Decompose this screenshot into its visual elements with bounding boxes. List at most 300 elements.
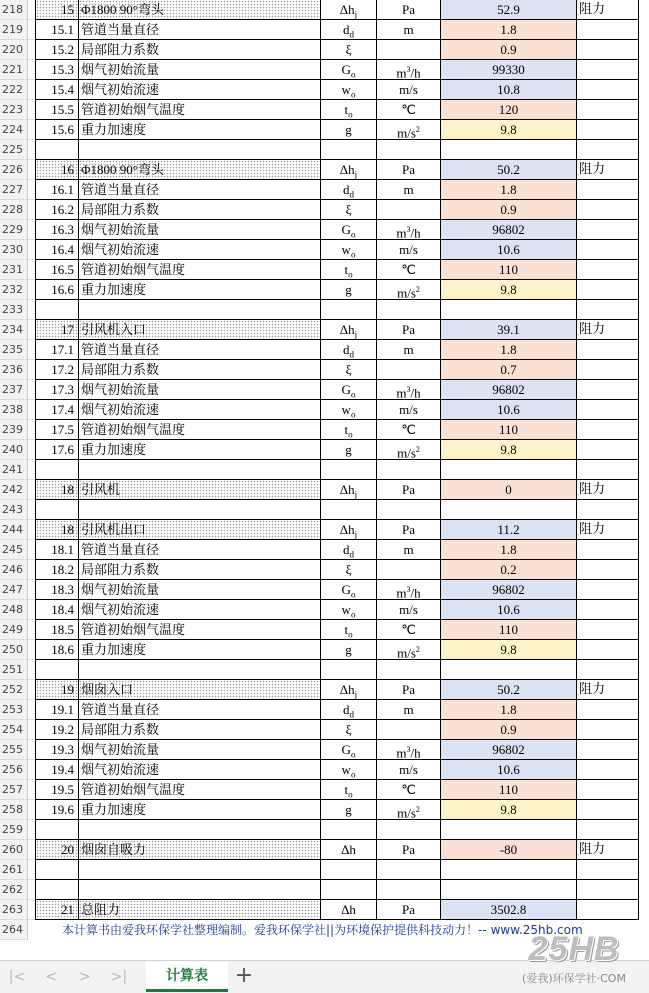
symbol-cell[interactable] xyxy=(321,800,377,820)
unit-cell[interactable] xyxy=(377,180,441,200)
unit-cell[interactable] xyxy=(377,420,441,440)
item-number-cell[interactable] xyxy=(35,200,79,220)
item-name-cell[interactable] xyxy=(79,780,321,800)
unit-cell[interactable] xyxy=(377,740,441,760)
value-cell[interactable] xyxy=(441,780,577,800)
remark-cell[interactable] xyxy=(577,560,639,580)
value-cell[interactable] xyxy=(441,380,577,400)
item-name-cell[interactable] xyxy=(79,160,321,180)
unit-cell[interactable] xyxy=(377,320,441,340)
item-number-cell[interactable] xyxy=(35,60,79,80)
symbol-cell[interactable] xyxy=(321,720,377,740)
unit-cell[interactable] xyxy=(377,640,441,660)
add-sheet-icon[interactable]: + xyxy=(234,963,254,988)
symbol-cell[interactable] xyxy=(321,760,377,780)
unit-cell[interactable] xyxy=(377,620,441,640)
symbol-cell[interactable] xyxy=(321,260,377,280)
value-cell[interactable] xyxy=(441,520,577,540)
row-number[interactable] xyxy=(0,280,28,300)
row-number[interactable] xyxy=(0,60,28,80)
unit-cell[interactable] xyxy=(377,360,441,380)
unit-cell[interactable] xyxy=(377,300,441,320)
item-number-cell[interactable] xyxy=(35,520,79,540)
symbol-cell[interactable] xyxy=(321,480,377,500)
remark-cell[interactable] xyxy=(577,380,639,400)
value-cell[interactable] xyxy=(441,860,577,880)
value-cell[interactable] xyxy=(441,620,577,640)
unit-cell[interactable] xyxy=(377,80,441,100)
unit-cell[interactable] xyxy=(377,440,441,460)
value-cell[interactable] xyxy=(441,140,577,160)
row-number[interactable] xyxy=(0,860,28,880)
unit-cell[interactable] xyxy=(377,680,441,700)
item-number-cell[interactable] xyxy=(35,400,79,420)
item-name-cell[interactable] xyxy=(79,640,321,660)
value-cell[interactable] xyxy=(441,360,577,380)
row-number[interactable] xyxy=(0,200,28,220)
item-number-cell[interactable] xyxy=(35,900,79,920)
remark-cell[interactable] xyxy=(577,860,639,880)
row-number[interactable] xyxy=(0,680,28,700)
symbol-cell[interactable] xyxy=(321,280,377,300)
item-name-cell[interactable] xyxy=(79,240,321,260)
item-name-cell[interactable] xyxy=(79,740,321,760)
symbol-cell[interactable] xyxy=(321,560,377,580)
item-number-cell[interactable] xyxy=(35,300,79,320)
symbol-cell[interactable] xyxy=(321,440,377,460)
remark-cell[interactable] xyxy=(577,460,639,480)
symbol-cell[interactable] xyxy=(321,580,377,600)
symbol-cell[interactable] xyxy=(321,300,377,320)
item-name-cell[interactable] xyxy=(79,820,321,840)
symbol-cell[interactable] xyxy=(321,240,377,260)
symbol-cell[interactable] xyxy=(321,120,377,140)
unit-cell[interactable] xyxy=(377,820,441,840)
item-number-cell[interactable] xyxy=(35,440,79,460)
symbol-cell[interactable] xyxy=(321,460,377,480)
item-name-cell[interactable] xyxy=(79,500,321,520)
row-number[interactable] xyxy=(0,780,28,800)
item-number-cell[interactable] xyxy=(35,800,79,820)
value-cell[interactable] xyxy=(441,200,577,220)
unit-cell[interactable] xyxy=(377,580,441,600)
remark-cell[interactable] xyxy=(577,660,639,680)
unit-cell[interactable] xyxy=(377,200,441,220)
remark-cell[interactable] xyxy=(577,160,639,180)
value-cell[interactable] xyxy=(441,280,577,300)
item-name-cell[interactable] xyxy=(79,720,321,740)
remark-cell[interactable] xyxy=(577,0,639,20)
item-number-cell[interactable] xyxy=(35,320,79,340)
item-number-cell[interactable] xyxy=(35,260,79,280)
symbol-cell[interactable] xyxy=(321,660,377,680)
row-number[interactable] xyxy=(0,300,28,320)
unit-cell[interactable] xyxy=(377,260,441,280)
value-cell[interactable] xyxy=(441,560,577,580)
row-number[interactable] xyxy=(0,360,28,380)
remark-cell[interactable] xyxy=(577,260,639,280)
unit-cell[interactable] xyxy=(377,220,441,240)
symbol-cell[interactable] xyxy=(321,900,377,920)
remark-cell[interactable] xyxy=(577,800,639,820)
symbol-cell[interactable] xyxy=(321,680,377,700)
remark-cell[interactable] xyxy=(577,140,639,160)
unit-cell[interactable] xyxy=(377,660,441,680)
value-cell[interactable] xyxy=(441,740,577,760)
symbol-cell[interactable] xyxy=(321,400,377,420)
symbol-cell[interactable] xyxy=(321,600,377,620)
remark-cell[interactable] xyxy=(577,480,639,500)
item-name-cell[interactable] xyxy=(79,880,321,900)
item-number-cell[interactable] xyxy=(35,0,79,20)
unit-cell[interactable] xyxy=(377,800,441,820)
prev-sheet-icon[interactable]: < xyxy=(45,969,57,985)
remark-cell[interactable] xyxy=(577,340,639,360)
item-number-cell[interactable] xyxy=(35,780,79,800)
row-number[interactable] xyxy=(0,260,28,280)
item-name-cell[interactable] xyxy=(79,480,321,500)
symbol-cell[interactable] xyxy=(321,380,377,400)
value-cell[interactable] xyxy=(441,500,577,520)
value-cell[interactable] xyxy=(441,700,577,720)
unit-cell[interactable] xyxy=(377,20,441,40)
unit-cell[interactable] xyxy=(377,880,441,900)
symbol-cell[interactable] xyxy=(321,320,377,340)
symbol-cell[interactable] xyxy=(321,780,377,800)
item-number-cell[interactable] xyxy=(35,540,79,560)
item-number-cell[interactable] xyxy=(35,500,79,520)
next-sheet-icon[interactable]: > xyxy=(79,969,91,985)
unit-cell[interactable] xyxy=(377,340,441,360)
row-number[interactable] xyxy=(0,440,28,460)
row-number[interactable] xyxy=(0,460,28,480)
row-number[interactable] xyxy=(0,120,28,140)
unit-cell[interactable] xyxy=(377,100,441,120)
unit-cell[interactable] xyxy=(377,160,441,180)
item-number-cell[interactable] xyxy=(35,360,79,380)
remark-cell[interactable] xyxy=(577,600,639,620)
remark-cell[interactable] xyxy=(577,540,639,560)
unit-cell[interactable] xyxy=(377,120,441,140)
item-name-cell[interactable] xyxy=(79,100,321,120)
item-name-cell[interactable] xyxy=(79,60,321,80)
item-name-cell[interactable] xyxy=(79,300,321,320)
unit-cell[interactable] xyxy=(377,140,441,160)
symbol-cell[interactable] xyxy=(321,500,377,520)
symbol-cell[interactable] xyxy=(321,180,377,200)
value-cell[interactable] xyxy=(441,480,577,500)
last-sheet-icon[interactable]: >| xyxy=(110,969,128,985)
item-number-cell[interactable] xyxy=(35,80,79,100)
value-cell[interactable] xyxy=(441,540,577,560)
item-number-cell[interactable] xyxy=(35,120,79,140)
row-number[interactable] xyxy=(0,540,28,560)
unit-cell[interactable] xyxy=(377,840,441,860)
symbol-cell[interactable] xyxy=(321,620,377,640)
item-number-cell[interactable] xyxy=(35,760,79,780)
value-cell[interactable] xyxy=(441,20,577,40)
item-number-cell[interactable] xyxy=(35,420,79,440)
remark-cell[interactable] xyxy=(577,740,639,760)
symbol-cell[interactable] xyxy=(321,520,377,540)
item-number-cell[interactable] xyxy=(35,580,79,600)
value-cell[interactable] xyxy=(441,340,577,360)
item-name-cell[interactable] xyxy=(79,260,321,280)
value-cell[interactable] xyxy=(441,40,577,60)
value-cell[interactable] xyxy=(441,600,577,620)
item-name-cell[interactable] xyxy=(79,340,321,360)
item-number-cell[interactable] xyxy=(35,340,79,360)
item-name-cell[interactable] xyxy=(79,700,321,720)
remark-cell[interactable] xyxy=(577,880,639,900)
item-number-cell[interactable] xyxy=(35,880,79,900)
value-cell[interactable] xyxy=(441,840,577,860)
unit-cell[interactable] xyxy=(377,720,441,740)
remark-cell[interactable] xyxy=(577,80,639,100)
value-cell[interactable] xyxy=(441,180,577,200)
value-cell[interactable] xyxy=(441,800,577,820)
item-name-cell[interactable] xyxy=(79,620,321,640)
item-number-cell[interactable] xyxy=(35,180,79,200)
value-cell[interactable] xyxy=(441,300,577,320)
row-number[interactable] xyxy=(0,580,28,600)
sheet-tab-active[interactable]: 计算表 xyxy=(146,961,228,992)
first-sheet-icon[interactable]: |< xyxy=(8,969,26,985)
row-number[interactable] xyxy=(0,600,28,620)
item-number-cell[interactable] xyxy=(35,220,79,240)
unit-cell[interactable] xyxy=(377,60,441,80)
remark-cell[interactable] xyxy=(577,620,639,640)
remark-cell[interactable] xyxy=(577,20,639,40)
remark-cell[interactable] xyxy=(577,280,639,300)
symbol-cell[interactable] xyxy=(321,420,377,440)
item-number-cell[interactable] xyxy=(35,820,79,840)
item-name-cell[interactable] xyxy=(79,800,321,820)
value-cell[interactable] xyxy=(441,460,577,480)
item-name-cell[interactable] xyxy=(79,420,321,440)
item-name-cell[interactable] xyxy=(79,220,321,240)
unit-cell[interactable] xyxy=(377,380,441,400)
item-number-cell[interactable] xyxy=(35,160,79,180)
row-number[interactable] xyxy=(0,820,28,840)
symbol-cell[interactable] xyxy=(321,200,377,220)
row-number[interactable] xyxy=(0,40,28,60)
symbol-cell[interactable] xyxy=(321,360,377,380)
row-number[interactable] xyxy=(0,320,28,340)
symbol-cell[interactable] xyxy=(321,80,377,100)
row-number[interactable] xyxy=(0,800,28,820)
row-number[interactable] xyxy=(0,140,28,160)
row-number[interactable] xyxy=(0,880,28,900)
item-name-cell[interactable] xyxy=(79,760,321,780)
item-number-cell[interactable] xyxy=(35,740,79,760)
row-number[interactable] xyxy=(0,180,28,200)
item-number-cell[interactable] xyxy=(35,380,79,400)
value-cell[interactable] xyxy=(441,60,577,80)
item-number-cell[interactable] xyxy=(35,20,79,40)
item-number-cell[interactable] xyxy=(35,660,79,680)
unit-cell[interactable] xyxy=(377,240,441,260)
item-name-cell[interactable] xyxy=(79,580,321,600)
symbol-cell[interactable] xyxy=(321,160,377,180)
row-number[interactable] xyxy=(0,660,28,680)
row-number[interactable] xyxy=(0,620,28,640)
unit-cell[interactable] xyxy=(377,460,441,480)
item-number-cell[interactable] xyxy=(35,600,79,620)
item-name-cell[interactable] xyxy=(79,680,321,700)
item-number-cell[interactable] xyxy=(35,100,79,120)
item-name-cell[interactable] xyxy=(79,20,321,40)
unit-cell[interactable] xyxy=(377,600,441,620)
item-number-cell[interactable] xyxy=(35,680,79,700)
remark-cell[interactable] xyxy=(577,180,639,200)
row-number[interactable] xyxy=(0,640,28,660)
remark-cell[interactable] xyxy=(577,240,639,260)
remark-cell[interactable] xyxy=(577,60,639,80)
value-cell[interactable] xyxy=(441,900,577,920)
item-number-cell[interactable] xyxy=(35,720,79,740)
remark-cell[interactable] xyxy=(577,580,639,600)
value-cell[interactable] xyxy=(441,760,577,780)
row-number[interactable] xyxy=(0,340,28,360)
symbol-cell[interactable] xyxy=(321,860,377,880)
unit-cell[interactable] xyxy=(377,0,441,20)
value-cell[interactable] xyxy=(441,100,577,120)
value-cell[interactable] xyxy=(441,240,577,260)
remark-cell[interactable] xyxy=(577,220,639,240)
item-name-cell[interactable] xyxy=(79,400,321,420)
item-name-cell[interactable] xyxy=(79,80,321,100)
remark-cell[interactable] xyxy=(577,360,639,380)
symbol-cell[interactable] xyxy=(321,140,377,160)
value-cell[interactable] xyxy=(441,80,577,100)
symbol-cell[interactable] xyxy=(321,0,377,20)
item-number-cell[interactable] xyxy=(35,240,79,260)
remark-cell[interactable] xyxy=(577,680,639,700)
value-cell[interactable] xyxy=(441,640,577,660)
unit-cell[interactable] xyxy=(377,540,441,560)
row-number[interactable] xyxy=(0,720,28,740)
row-number[interactable] xyxy=(0,740,28,760)
remark-cell[interactable] xyxy=(577,40,639,60)
value-cell[interactable] xyxy=(441,0,577,20)
remark-cell[interactable] xyxy=(577,200,639,220)
remark-cell[interactable] xyxy=(577,900,639,920)
item-name-cell[interactable] xyxy=(79,560,321,580)
remark-cell[interactable] xyxy=(577,400,639,420)
item-name-cell[interactable] xyxy=(79,200,321,220)
unit-cell[interactable] xyxy=(377,280,441,300)
item-number-cell[interactable] xyxy=(35,620,79,640)
value-cell[interactable] xyxy=(441,580,577,600)
row-number[interactable] xyxy=(0,760,28,780)
item-number-cell[interactable] xyxy=(35,40,79,60)
unit-cell[interactable] xyxy=(377,760,441,780)
row-number[interactable] xyxy=(0,0,28,20)
row-number[interactable] xyxy=(0,500,28,520)
symbol-cell[interactable] xyxy=(321,700,377,720)
item-name-cell[interactable] xyxy=(79,0,321,20)
remark-cell[interactable] xyxy=(577,320,639,340)
unit-cell[interactable] xyxy=(377,480,441,500)
value-cell[interactable] xyxy=(441,820,577,840)
item-name-cell[interactable] xyxy=(79,860,321,880)
item-number-cell[interactable] xyxy=(35,480,79,500)
symbol-cell[interactable] xyxy=(321,880,377,900)
row-number[interactable] xyxy=(0,80,28,100)
row-number[interactable] xyxy=(0,220,28,240)
item-number-cell[interactable] xyxy=(35,640,79,660)
item-name-cell[interactable] xyxy=(79,520,321,540)
remark-cell[interactable] xyxy=(577,820,639,840)
remark-cell[interactable] xyxy=(577,720,639,740)
row-number[interactable] xyxy=(0,520,28,540)
row-number[interactable] xyxy=(0,900,28,920)
value-cell[interactable] xyxy=(441,680,577,700)
row-number[interactable] xyxy=(0,100,28,120)
symbol-cell[interactable] xyxy=(321,40,377,60)
item-number-cell[interactable] xyxy=(35,700,79,720)
remark-cell[interactable] xyxy=(577,640,639,660)
unit-cell[interactable] xyxy=(377,520,441,540)
item-name-cell[interactable] xyxy=(79,280,321,300)
symbol-cell[interactable] xyxy=(321,100,377,120)
unit-cell[interactable] xyxy=(377,860,441,880)
item-name-cell[interactable] xyxy=(79,320,321,340)
remark-cell[interactable] xyxy=(577,840,639,860)
row-number[interactable] xyxy=(0,160,28,180)
remark-cell[interactable] xyxy=(577,120,639,140)
row-number[interactable] xyxy=(0,400,28,420)
unit-cell[interactable] xyxy=(377,500,441,520)
remark-cell[interactable] xyxy=(577,760,639,780)
remark-cell[interactable] xyxy=(577,300,639,320)
value-cell[interactable] xyxy=(441,320,577,340)
value-cell[interactable] xyxy=(441,120,577,140)
item-number-cell[interactable] xyxy=(35,280,79,300)
item-number-cell[interactable] xyxy=(35,140,79,160)
remark-cell[interactable] xyxy=(577,500,639,520)
unit-cell[interactable] xyxy=(377,400,441,420)
value-cell[interactable] xyxy=(441,660,577,680)
item-number-cell[interactable] xyxy=(35,860,79,880)
item-name-cell[interactable] xyxy=(79,120,321,140)
item-number-cell[interactable] xyxy=(35,460,79,480)
unit-cell[interactable] xyxy=(377,40,441,60)
value-cell[interactable] xyxy=(441,160,577,180)
item-name-cell[interactable] xyxy=(79,600,321,620)
item-number-cell[interactable] xyxy=(35,560,79,580)
unit-cell[interactable] xyxy=(377,780,441,800)
row-number[interactable] xyxy=(0,380,28,400)
value-cell[interactable] xyxy=(441,260,577,280)
row-number[interactable] xyxy=(0,840,28,860)
item-name-cell[interactable] xyxy=(79,140,321,160)
row-number[interactable] xyxy=(0,480,28,500)
item-name-cell[interactable] xyxy=(79,540,321,560)
value-cell[interactable] xyxy=(441,220,577,240)
item-name-cell[interactable] xyxy=(79,460,321,480)
symbol-cell[interactable] xyxy=(321,20,377,40)
symbol-cell[interactable] xyxy=(321,820,377,840)
row-number[interactable] xyxy=(0,420,28,440)
row-number[interactable] xyxy=(0,920,28,940)
value-cell[interactable] xyxy=(441,420,577,440)
unit-cell[interactable] xyxy=(377,900,441,920)
value-cell[interactable] xyxy=(441,720,577,740)
symbol-cell[interactable] xyxy=(321,60,377,80)
item-name-cell[interactable] xyxy=(79,900,321,920)
